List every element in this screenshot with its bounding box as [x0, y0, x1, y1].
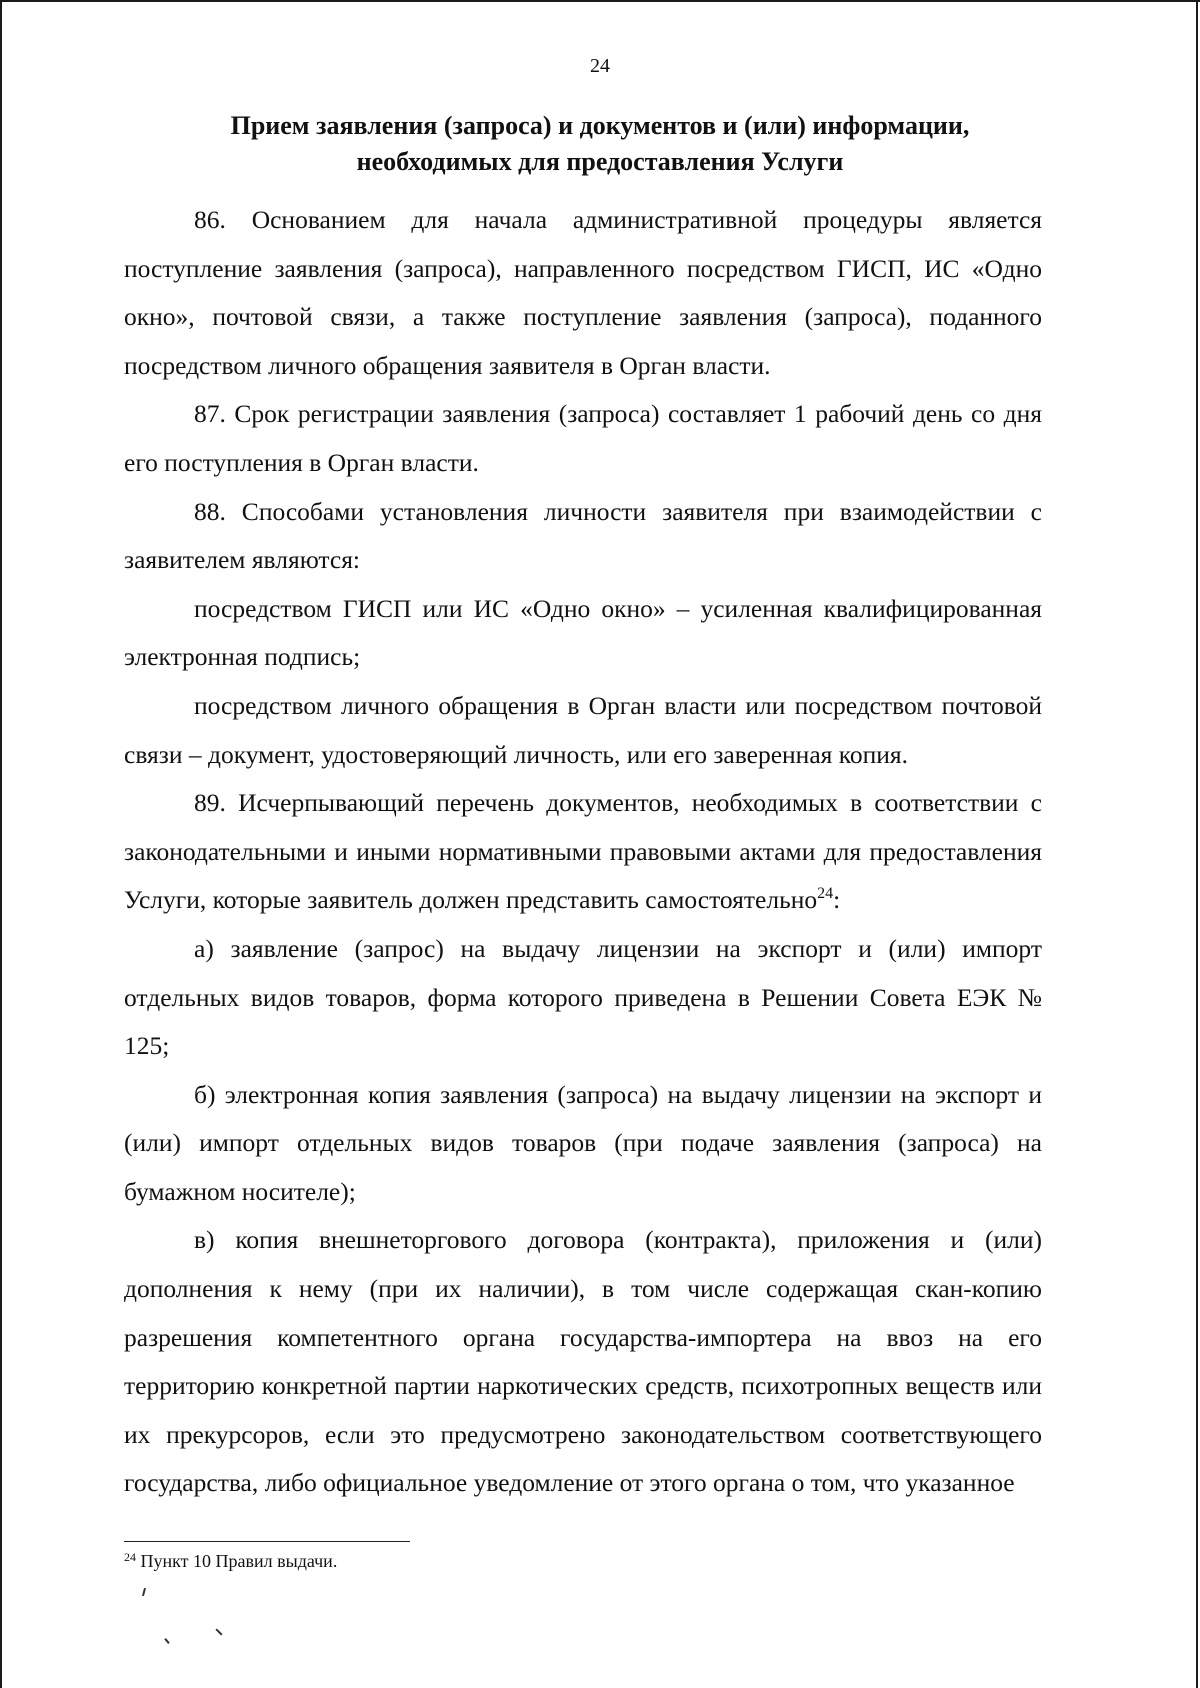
scan-speck — [142, 1588, 146, 1596]
footnote — [124, 1549, 1024, 1573]
footnote-reference[interactable]: 24 — [817, 885, 834, 903]
paragraph-88-item-2: посредством личного обращения в Орган власти или посредством почтовой связи – документ, удостоверяющий личность, или его заверенная копия. — [124, 690, 1042, 769]
footnote-divider — [124, 1541, 410, 1542]
scan-edge-right — [1196, 0, 1198, 1688]
paragraph-89 — [124, 779, 1042, 925]
paragraph-87: 87. Срок регистрации заявления (запроса) составляет 1 рабочий день со дня его поступления в Орган власти. — [124, 399, 1042, 477]
list-item-v: в) копия внешнеторгового договора (контракта), приложения и (или) дополнения к нему (при их наличии), в том числе содержащая скан-копию разрешения компетентного органа государства-импортера на ввоз на его территорию конкретной партии наркотических средств, психотропных веществ или их прекурсоров, если это предусмотрено законодательством соответствующего государства, либо официальное уведомление от этого органа о том, что указанное — [124, 1225, 1042, 1498]
scan-speck — [164, 1638, 169, 1644]
footnote-mark: 24 — [124, 1550, 136, 1564]
scan-edge-top — [0, 0, 1200, 2]
paragraph-88: 88. Способами установления личности заявителя при взаимодействии с заявителем являются: — [124, 496, 1042, 575]
list-item-b: б) электронная копия заявления (запроса) на выдачу лицензии на экспорт и (или) импорт отдельных видов товаров (при подаче заявления (запроса) на бумажном носителе); — [124, 1079, 1042, 1206]
paragraph-88-item-1: посредством ГИСП или ИС «Одно окно» – усиленная квалифицированная электронная подпись; — [124, 593, 1042, 672]
page-number: 24 — [590, 55, 610, 77]
paragraph-89-text: 89. Исчерпывающий перечень документов, необходимых в соответствии с законодательными и иными нормативными правовыми актами для предоставления Услуги, которые заявитель должен представить самостоятельно — [124, 788, 1042, 915]
section-title — [124, 108, 1076, 180]
section-title-line-2: необходимых для предоставления Услуги — [356, 147, 844, 176]
paragraph-86: 86. Основанием для начала административной процедуры является поступление заявления (запроса), направленного посредством ГИСП, ИС «Одно окно», почтовой связи, а также поступление заявления (запроса), поданного посредством личного обращения заявителя в Орган власти. — [124, 205, 1042, 380]
scan-edge-left — [0, 0, 2, 1688]
scan-speck — [215, 1628, 222, 1635]
paragraph-89-tail: : — [833, 885, 841, 915]
list-item-a: а) заявление (запрос) на выдачу лицензии на экспорт и (или) импорт отдельных видов товаров, форма которого приведена в Решении Совета ЕЭК № 125; — [124, 933, 1042, 1061]
footnote-text: Пункт 10 Правил выдачи. — [140, 1551, 338, 1571]
section-title-line-1: Прием заявления (запроса) и документов и (или) информации, — [230, 111, 970, 140]
document-body — [124, 196, 1042, 1508]
